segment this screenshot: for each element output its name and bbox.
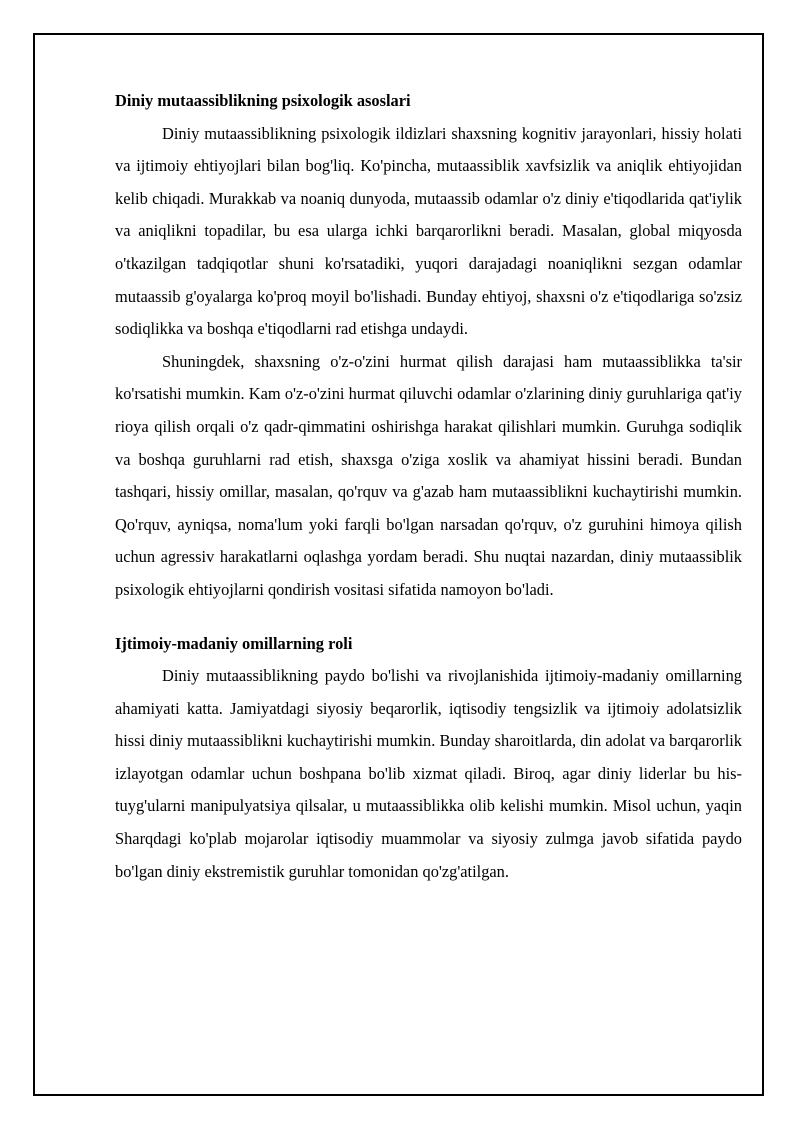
paragraph: Diniy mutaassiblikning paydo bo'lishi va rivojlanishida ijtimoiy-madaniy omillarning ahamiyati katta. Jamiyatdagi siyosiy beqarorlik, iqtisodiy tengsizlik va ijtimoiy adolatsizlik hissi diniy mutaassiblikni kuchaytirishi mumkin. Bunday sharoitlarda, din adolat va barqarorlik izlayotgan odamlar uchun boshpana bo'lib xizmat qiladi. Biroq, agar diniy liderlar bu his-tuyg'ularni manipulyatsiya qilsalar, u mutaassiblikka olib kelishi mumkin. Misol uchun, yaqin Sharqdagi ko'plab mojarolar iqtisodiy muammolar va siyosiy zulmga javob sifatida paydo bo'lgan diniy ekstremistik guruhlar tomonidan qo'zg'atilgan. xyxy=(115,666,742,881)
section-heading-sociocultural: Ijtimoiy-madaniy omillarning roli xyxy=(115,633,353,653)
paragraph: Diniy mutaassiblikning psixologik ildizlari shaxsning kognitiv jarayonlari, hissiy holati va ijtimoiy ehtiyojlari bilan bog'liq. Ko'pincha, mutaassiblik xavfsizlik va aniqlik ehtiyojidan kelib chiqadi. Murakkab va noaniq dunyoda, mutaassib odamlar o'z diniy e'tiqodlarida qat'iylik va aniqlikni topadilar, bu esa ularga ichki barqarorlikni beradi. Masalan, global miqyosda o'tkazilgan tadqiqotlar shuni ko'rsatadiki, yuqori darajadagi noaniqlikni sezgan odamlar mutaassib g'oyalarga ko'proq moyil bo'lishadi. Bunday ehtiyoj, shaxsni o'z e'tiqodlariga so'zsiz sodiqlikka va boshqa e'tiqodlarni rad etishga undaydi. xyxy=(115,123,742,339)
section-heading-psychological: Diniy mutaassiblikning psixologik asoslari xyxy=(115,91,411,110)
document-body xyxy=(115,85,742,888)
paragraph: Shuningdek, shaxsning o'z-o'zini hurmat qilish darajasi ham mutaassiblikka ta'sir ko'rsatishi mumkin. Kam o'z-o'zini hurmat qiluvchi odamlar o'zlarining diniy guruhlariga qat'iy rioya qilish orqali o'z qadr-qimmatini oshirishga harakat qilishlari mumkin. Guruhga sodiqlik va boshqa guruhlarni rad etish, shaxsga o'ziga xoslik va ahamiyat hissini beradi. Bundan tashqari, hissiy omillar, masalan, qo'rquv va g'azab ham mutaassiblikni kuchaytirishi mumkin. Qo'rquv, ayniqsa, noma'lum yoki farqli bo'lgan narsadan qo'rquv, o'z guruhini himoya qilish uchun agressiv harakatlarni oqlashga yordam beradi. Shu nuqtai nazardan, diniy mutaassiblik psixologik ehtiyojlarni qondirish vositasi sifatida namoyon bo'ladi. xyxy=(115,351,742,599)
